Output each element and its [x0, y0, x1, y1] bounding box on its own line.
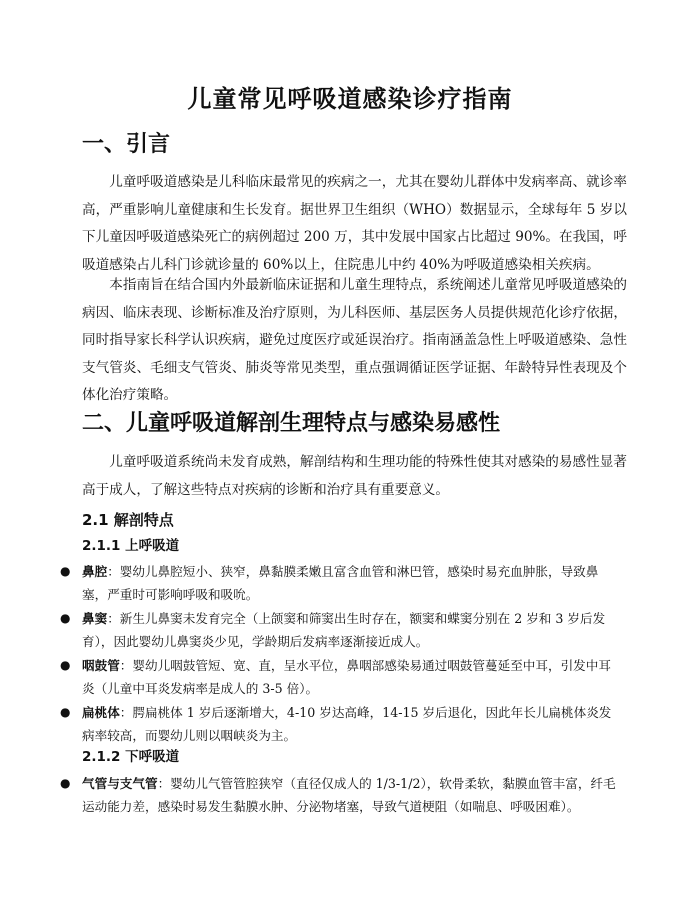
list-item-eustachian-tube — [60, 654, 617, 700]
bullet-icon: ● — [60, 564, 71, 578]
subsection-heading-2-1: 2.1 解剖特点 — [82, 511, 174, 529]
list-item-nasal-cavity — [60, 560, 617, 606]
list-item-tonsil — [60, 701, 617, 747]
list-item-trachea-bronchi — [60, 772, 617, 818]
subsection-heading-2-1-1: 2.1.1 上呼吸道 — [82, 538, 180, 554]
bullet-icon: ● — [60, 776, 71, 790]
intro-paragraph-1: 儿童呼吸道感染是儿科临床最常见的疾病之一，尤其在婴幼儿群体中发病率高、就诊率高，严重影响儿童健康和生长发育。据世界卫生组织（WHO）数据显示，全球每年 5 岁以下儿童因呼吸道感染死亡的病例超过 200 万，其中发展中国家占比超过 90%。在我国，呼吸道感染占儿科门诊就诊量的 60%以上，住院患儿中约 40%为呼吸道感染相关疾病。 — [82, 174, 627, 273]
intro-paragraph-2: 本指南旨在结合国内外最新临床证据和儿童生理特点，系统阐述儿童常见呼吸道感染的病因、临床表现、诊断标准及治疗原则，为儿科医师、基层医务人员提供规范化诊疗依据，同时指导家长科学认识疾病，避免过度医疗或延误治疗。指南涵盖急性上呼吸道感染、急性支气管炎、毛细支气管炎、肺炎等常见类型，重点强调循证医学证据、年龄特异性表现及个体化治疗策略。 — [82, 277, 627, 404]
list-item-text: 婴幼儿咽鼓管短、宽、直，呈水平位，鼻咽部感染易通过咽鼓管蔓延至中耳，引发中耳炎（儿童中耳炎发病率是成人的 3-5 倍）。 — [82, 658, 611, 696]
list-item-term: 扁桃体 — [82, 705, 120, 720]
subsection-heading-2-1-2: 2.1.2 下呼吸道 — [82, 749, 180, 765]
list-item-term: 鼻腔 — [82, 564, 108, 579]
list-item-separator: ： — [107, 564, 120, 579]
anatomy-paragraph: 儿童呼吸道系统尚未发育成熟，解剖结构和生理功能的特殊性使其对感染的易感性显著高于成人，了解这些特点对疾病的诊断和治疗具有重要意义。 — [82, 454, 627, 498]
list-item-sinus — [60, 607, 617, 653]
list-item-separator: ： — [107, 611, 120, 626]
list-item-separator: ： — [119, 705, 133, 720]
list-item-text: 婴幼儿气管管腔狭窄（直径仅成人的 1/3-1/2），软骨柔软，黏膜血管丰富，纤毛运动能力差，感染时易发生黏膜水肿、分泌物堵塞，导致气道梗阻（如喘息、呼吸困难）。 — [82, 776, 616, 814]
list-item-text: 婴幼儿鼻腔短小、狭窄，鼻黏膜柔嫩且富含血管和淋巴管，感染时易充血肿胀，导致鼻塞，严重时可影响呼吸和吸吮。 — [82, 564, 599, 602]
bullet-icon: ● — [60, 705, 71, 719]
list-item-term: 鼻窦 — [82, 611, 108, 626]
bullet-icon: ● — [60, 611, 71, 625]
list-item-separator: ： — [119, 658, 133, 673]
bullet-icon: ● — [60, 658, 71, 672]
list-item-term: 咽鼓管 — [82, 658, 120, 673]
list-item-text: 新生儿鼻窦未发育完全（上颌窦和筛窦出生时存在，额窦和蝶窦分别在 2 岁和 3 岁后发育），因此婴幼儿鼻窦炎少见，学龄期后发病率逐渐接近成人。 — [82, 611, 606, 649]
list-item-term: 气管与支气管 — [82, 776, 158, 791]
list-item-separator: ： — [157, 776, 171, 791]
section-heading-intro: 一、引言 — [82, 132, 171, 157]
list-item-text: 腭扁桃体 1 岁后逐渐增大，4-10 岁达高峰，14-15 岁后退化，因此年长儿扁桃体炎发病率较高，而婴幼儿则以咽峡炎为主。 — [82, 705, 612, 743]
document-title: 儿童常见呼吸道感染诊疗指南 — [187, 85, 513, 113]
section-heading-anatomy: 二、儿童呼吸道解剖生理特点与感染易感性 — [82, 411, 501, 436]
